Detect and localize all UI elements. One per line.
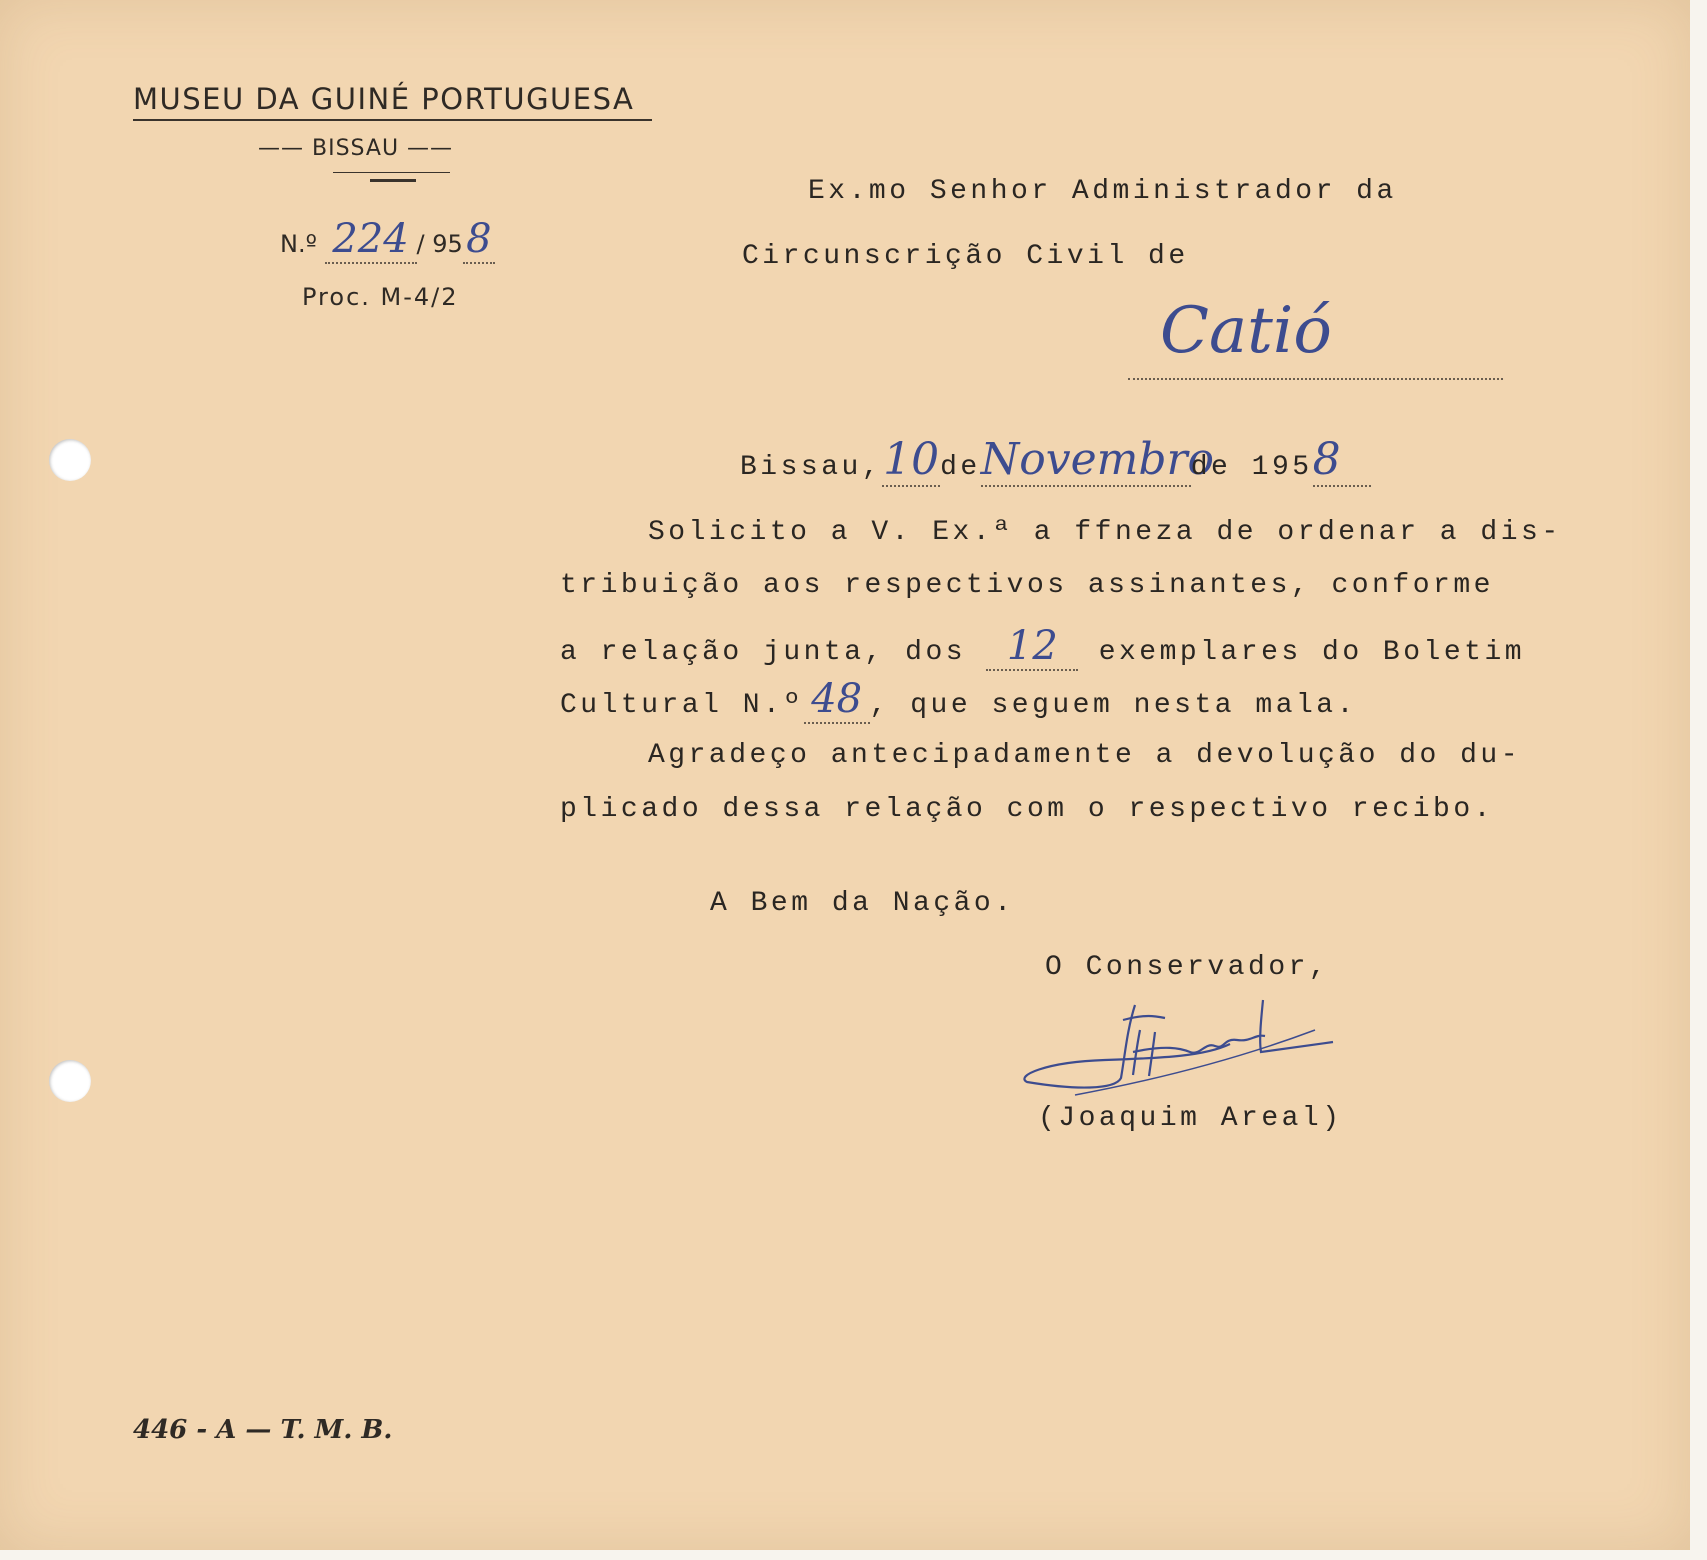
date-month-field: [980, 434, 1215, 487]
copies-count-field: [986, 623, 1078, 671]
addressee-place: Catió: [1160, 294, 1332, 368]
reference-year-suffix: 8: [466, 216, 492, 262]
signatory-title: O Conservador,: [1045, 952, 1330, 983]
addressee-line-2: Circunscrição Civil de: [742, 241, 1189, 272]
body-line-3-end: exemplares do Boletim: [1098, 637, 1526, 668]
date-de-2: de 195: [1190, 452, 1313, 483]
punch-hole-top: [49, 439, 91, 481]
date-month: Novembro: [980, 434, 1215, 485]
reference-number-field: [325, 216, 417, 264]
body-line-3-start: a relação junta, dos: [560, 637, 967, 668]
body-line-6: plicado dessa relação com o respectivo recibo.: [560, 794, 1494, 825]
bulletin-number-field: [804, 676, 870, 724]
handwritten-signature: [1015, 990, 1345, 1100]
addressee-line-1: Ex.mo Senhor Administrador da: [808, 176, 1397, 207]
date-prefix: Bissau,: [740, 452, 883, 483]
reference-number-value: 224: [332, 216, 409, 262]
date-year-suffix: 8: [1312, 434, 1341, 485]
reference-number-prefix: N.º: [280, 230, 317, 258]
letterhead-city-rule: [333, 172, 450, 173]
body-line-5: Agradeço antecipadamente a devolução do du-: [648, 740, 1522, 771]
reference-year-field: [463, 216, 495, 264]
letterhead-rule: [133, 119, 652, 121]
date-year-field: [1313, 434, 1371, 487]
reference-year-prefix: / 95: [416, 230, 463, 258]
body-line-4: [560, 676, 1357, 724]
closing-salutation: A Bem da Nação.: [710, 888, 1015, 919]
body-line-2: tribuição aos respectivos assinantes, conforme: [560, 570, 1494, 601]
letterhead-institution: MUSEU DA GUINÉ PORTUGUESA: [133, 82, 635, 116]
addressee-place-field: [1128, 294, 1503, 380]
date-line: [740, 434, 1371, 487]
process-reference: Proc. M-4/2: [302, 283, 459, 311]
reference-number-line: [280, 216, 495, 264]
date-day-field: [882, 434, 940, 487]
signatory-name: (Joaquim Areal): [1038, 1103, 1343, 1134]
letterhead-city: —— BISSAU ——: [258, 136, 454, 161]
bulletin-number: 48: [811, 676, 863, 722]
date-day: 10: [883, 434, 940, 485]
copies-count: 12: [1006, 623, 1058, 669]
punch-hole-bottom: [49, 1060, 91, 1102]
date-de-1: de: [940, 452, 981, 483]
body-line-1: Solicito a V. Ex.ª a ffneza de ordenar a dis-: [648, 517, 1562, 548]
addressee-place-dotted-line: [1128, 378, 1503, 380]
letterhead-city-rule-short: [370, 179, 416, 182]
printer-code: 446 - A — T. M. B.: [133, 1415, 393, 1445]
body-line-4-end: , que seguem nesta mala.: [869, 690, 1357, 721]
body-line-3: [560, 623, 1525, 671]
body-line-4-start: Cultural N.º: [560, 690, 804, 721]
